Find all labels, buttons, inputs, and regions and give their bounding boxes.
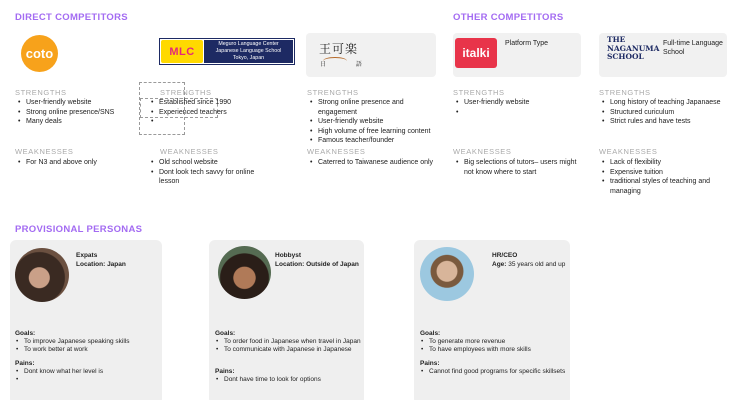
naganuma-logo-box [599,33,727,77]
list-item: • Strong online presence and engagement [309,98,444,117]
list-item: • User-friendly website [17,98,142,108]
wangke-strengths-list [309,98,444,146]
list-item: • User-friendly website [309,117,444,127]
list-item: • To work better at work [15,346,160,354]
other-competitors-heading: OTHER COMPETITORS [453,12,564,23]
italki-logo-box [453,33,581,77]
mlc-strengths-list [150,98,280,117]
persona-photo [15,248,69,302]
persona-detail-value: Outside of Japan [306,260,359,268]
persona-pains-list [215,376,363,384]
list-item: • Old school website [150,158,275,168]
persona-detail-label: Location: [76,260,106,268]
persona-card-expats [10,240,162,400]
list-item: • To have employees with more skills [420,346,568,354]
mlc-weaknesses-list [150,158,275,187]
persona-pains-list [15,368,160,376]
persona-role: Expats [76,252,98,259]
list-item: • Many deals [17,117,142,127]
mlc-caption-line: Tokyo, Japan [232,55,265,61]
naganuma-logo-line: NAGANUMA [607,43,660,53]
mlc-strengths-label: STRENGTHS [160,88,212,97]
wangke-logo-top: 王可楽 [319,42,359,56]
persona-card-hr-ceo [414,240,570,400]
provisional-personas-heading: PROVISIONAL PERSONAS [15,224,143,235]
list-item: • Famous teacher/founder [309,136,444,146]
persona-header [492,252,570,269]
list-item: • Dont know what her level is [15,368,160,376]
italki-strengths-list [455,98,585,108]
naganuma-type: Full-time Language School [663,40,723,56]
list-item: • Structured curiculum [601,108,735,118]
list-item: • To generate more revenue [420,338,568,346]
mlc-caption-line: Japanese Language School [215,48,282,54]
coto-weaknesses-label: WEAKNESSES [15,147,74,156]
persona-pains-list [420,368,568,376]
naganuma-logo-line: THE [607,35,626,44]
persona-card-hobbyst [209,240,364,400]
persona-pains-label: Pains: [420,360,440,367]
persona-goals-list [420,338,568,354]
coto-strengths-label: STRENGTHS [15,88,67,97]
list-item: • Lack of flexibility [601,158,731,168]
persona-goals-label: Goals: [215,330,236,337]
list-item: • Expensive tuition [601,168,731,178]
italki-logo [455,38,497,68]
persona-photo [420,247,474,301]
coto-weaknesses-list [17,158,142,168]
persona-goals-label: Goals: [420,330,441,337]
persona-goals-list [215,338,363,354]
persona-detail-label: Location: [275,260,305,268]
persona-detail-value: 35 years old and up [508,260,566,268]
italki-logo-text: italki [462,46,490,60]
naganuma-strengths-label: STRENGTHS [599,88,651,97]
persona-header [275,252,363,269]
italki-weaknesses-list [455,158,577,177]
persona-detail-label: Age: [492,260,507,268]
list-item: • Big selections of tutors– users might not know where to start [455,158,577,177]
wangke-logo-box [306,33,436,77]
naganuma-weaknesses-list [601,158,731,196]
coto-logo [21,35,58,72]
mlc-logo-text: MLC [169,45,195,58]
persona-photo [218,246,271,299]
list-item: • Dont have time to look for options [215,376,363,384]
naganuma-weaknesses-label: WEAKNESSES [599,147,658,156]
persona-header [76,252,160,269]
list-item: • To communicate with Japanese in Japanese [215,346,363,354]
mlc-weaknesses-label: WEAKNESSES [160,147,219,156]
wangke-strengths-label: STRENGTHS [307,88,359,97]
list-item: • To improve Japanese speaking skills [15,338,160,346]
persona-role: Hobbyst [275,252,301,259]
persona-pains-label: Pains: [15,360,35,367]
mlc-logo-mark [161,40,203,63]
naganuma-strengths-list [601,98,735,127]
list-item: • traditional styles of teaching and managing [601,177,731,196]
wangke-logo-bottom: 日 語 [320,61,376,68]
persona-pains-label: Pains: [215,368,235,375]
coto-strengths-list [17,98,142,127]
list-item: • Cannot find good programs for specific skillsets [420,368,568,376]
wangke-weaknesses-list [309,158,449,168]
list-item: • Dont look tech savvy for online lesson [150,168,275,187]
wangke-weaknesses-label: WEAKNESSES [307,147,366,156]
naganuma-logo-line: SCHOOL [607,52,644,61]
mlc-logo [159,38,295,65]
list-item: • Established since 1990 [150,98,280,108]
list-item: • High volume of free learning content [309,127,444,137]
italki-strengths-label: STRENGTHS [453,88,505,97]
list-item: • Experienced teachers [150,108,280,118]
persona-detail-value: Japan [107,260,126,268]
mlc-caption-line: Meguro Language Center [218,41,279,47]
list-item: • Long history of teaching Japanaese [601,98,735,108]
persona-goals-list [15,338,160,354]
italki-type: Platform Type [505,40,549,47]
list-item: • Strong online presence/SNS [17,108,142,118]
list-item: • For N3 and above only [17,158,142,168]
persona-role: HR/CEO [492,252,518,259]
list-item: • Caterred to Taiwanese audience only [309,158,449,168]
list-item: • Strict rules and have tests [601,117,735,127]
direct-competitors-heading: DIRECT COMPETITORS [15,12,128,23]
list-item: • To order food in Japanese when travel in Japan [215,338,363,346]
coto-logo-text: coto [25,46,54,61]
italki-weaknesses-label: WEAKNESSES [453,147,512,156]
list-item: • User-friendly website [455,98,585,108]
persona-goals-label: Goals: [15,330,36,337]
naganuma-logo [607,35,660,62]
mlc-logo-caption [204,40,293,63]
